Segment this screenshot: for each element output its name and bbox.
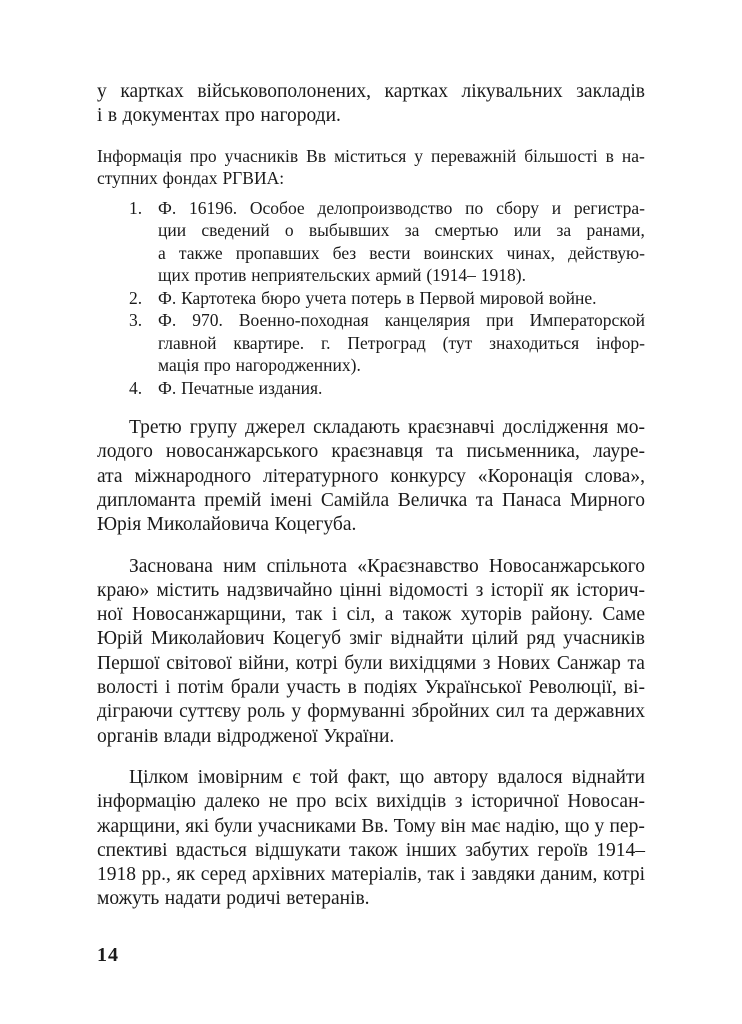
word: без (332, 242, 357, 263)
word: переважній (431, 145, 517, 166)
word: історії (490, 579, 544, 601)
word: Панаса (501, 489, 562, 511)
word: учасниками (257, 815, 357, 837)
word: бюро (261, 287, 301, 308)
word: в (406, 287, 415, 308)
word: України. (323, 725, 395, 747)
word: регистра- (573, 197, 645, 218)
word: збройних (411, 701, 490, 723)
word: Цілком (129, 766, 189, 788)
word: брали (230, 677, 280, 699)
word: та (627, 652, 645, 674)
word: історич- (576, 579, 645, 601)
word: надію, (505, 815, 560, 837)
word: також (402, 604, 452, 626)
word: надати (164, 888, 221, 910)
word: Мирного (569, 489, 645, 511)
word: Новосан- (567, 791, 645, 813)
word: і (460, 864, 466, 886)
text-line (97, 80, 645, 104)
word: в (347, 677, 357, 699)
word: 970. (192, 310, 223, 331)
word: також (348, 839, 398, 861)
word: Первой (419, 287, 475, 308)
text-line (97, 465, 645, 489)
text-line (97, 167, 645, 190)
word: Миколайовича (146, 514, 270, 536)
list-item (97, 309, 645, 377)
word: району. (531, 604, 593, 626)
word: спільнота (266, 555, 348, 577)
text-line (97, 489, 645, 513)
word: ции (158, 220, 187, 241)
word: и (551, 197, 562, 218)
word: 16196. (188, 197, 238, 218)
word: Революції, (528, 677, 617, 699)
word: міжнародного (134, 465, 252, 487)
word: зміг (349, 628, 383, 650)
word: (тут (442, 332, 473, 353)
word: відшукати (255, 839, 341, 861)
text-line (97, 839, 645, 863)
list-item-number: 4. (129, 377, 143, 398)
word: дипломанта (97, 489, 196, 511)
word: сил (495, 701, 525, 723)
word: ата (97, 465, 123, 487)
word: ві- (623, 677, 645, 699)
text-line (97, 863, 645, 887)
word: выбывших (308, 220, 390, 241)
word: відомості (389, 579, 469, 601)
word: Тому (393, 815, 436, 837)
word: лауре- (592, 441, 645, 463)
word: що (564, 815, 590, 837)
word: мація (158, 355, 199, 376)
word: письменника, (466, 441, 580, 463)
word: учасників (563, 628, 645, 650)
word: Інформація (97, 145, 182, 166)
word: подіях (363, 677, 418, 699)
word: краєзнавчі (408, 417, 495, 439)
word: ступних (97, 168, 158, 189)
word: также (178, 242, 223, 263)
word: «Краєзнавство (357, 555, 479, 577)
word: так (427, 864, 455, 886)
word: всіх (334, 791, 368, 813)
word: а (384, 604, 394, 626)
text-line (158, 354, 645, 377)
word: Ф. (158, 287, 177, 308)
word: героїв (537, 839, 588, 861)
word: г. (320, 332, 331, 353)
word: що (399, 766, 425, 788)
list-item-number: 3. (129, 310, 143, 331)
word: цінні (339, 579, 382, 601)
word: мировой (479, 287, 544, 308)
word: Третю (129, 417, 182, 439)
list-item (97, 377, 645, 400)
word: Санжар (556, 652, 621, 674)
word: фондах (162, 168, 218, 189)
word: слова», (584, 465, 645, 487)
word: конкурсу (390, 465, 466, 487)
text-line (97, 790, 645, 814)
word: світової (166, 652, 232, 674)
word: Першої (97, 652, 160, 674)
word: Вв (306, 145, 327, 166)
word: знаходиться (489, 332, 580, 353)
word: РГВИА: (222, 168, 285, 189)
word: чинах, (506, 242, 556, 263)
word: Величка (397, 489, 468, 511)
word: картках (120, 81, 184, 102)
word: краю» (97, 579, 150, 601)
list-item-number: 1. (129, 197, 143, 218)
word: рр., (141, 864, 171, 886)
page-number: 14 (97, 944, 119, 966)
word: складають (313, 417, 400, 439)
word: Печатные (181, 377, 254, 398)
word: Миколайович (150, 628, 265, 650)
text-line (158, 264, 645, 287)
word: Новосанжарщини, (131, 604, 287, 626)
word: премій (204, 489, 262, 511)
word: Ф. (158, 197, 177, 218)
text-line (97, 815, 645, 839)
word: інших (405, 839, 457, 861)
list-item (97, 287, 645, 310)
text-line (97, 513, 645, 537)
text-line (97, 579, 645, 603)
word: мо- (616, 417, 645, 439)
word: документах (122, 105, 220, 127)
word: действую- (568, 242, 645, 263)
word: новосанжарського (165, 441, 319, 463)
word: і (165, 677, 171, 699)
word: или (513, 220, 542, 241)
word: Юрія (97, 514, 142, 536)
word: та (531, 701, 549, 723)
word: участь (286, 677, 341, 699)
text-line (97, 440, 645, 464)
word: вдалося (497, 766, 563, 788)
word: у (414, 145, 424, 166)
word: про (224, 105, 255, 127)
word: Императорской (529, 310, 645, 331)
word: Особое (249, 197, 305, 218)
word: були (344, 652, 383, 674)
list-item (97, 197, 645, 287)
paragraph-5 (97, 766, 645, 912)
word: як (176, 864, 196, 886)
word: групу (189, 417, 238, 439)
word: картках (384, 81, 448, 102)
word: даним, (540, 864, 598, 886)
text-line (97, 887, 645, 911)
word: котрі (603, 864, 645, 886)
text-line (97, 700, 645, 724)
word: серед (200, 864, 247, 886)
word: 1918). (480, 265, 526, 286)
word: родичі (226, 888, 281, 910)
word: издания. (258, 377, 323, 398)
text-line (158, 287, 645, 310)
word: Военно-походная (238, 310, 369, 331)
word: війни, (238, 652, 290, 674)
word: войне. (548, 287, 597, 308)
word: жарщини, (97, 815, 181, 837)
word: відродженої (216, 725, 318, 747)
word: ряд (526, 628, 555, 650)
word: міститься (334, 145, 407, 166)
word: котрі (295, 652, 338, 674)
word: та (436, 441, 454, 463)
word: має (471, 815, 501, 837)
word: цілий (471, 628, 519, 650)
word: канцелярия (384, 310, 471, 331)
word: учета (305, 287, 347, 308)
word: які (185, 815, 210, 837)
word: і (331, 604, 338, 626)
word: імовірним (197, 766, 283, 788)
text-line (158, 219, 645, 242)
word: Петроград (347, 332, 426, 353)
word: з (475, 579, 484, 601)
word: інформацію (97, 791, 196, 813)
word: сбору (496, 197, 539, 218)
text-line (97, 416, 645, 440)
word: як (550, 579, 570, 601)
word: віднайти (390, 628, 464, 650)
word: ної (97, 604, 123, 626)
word: на- (621, 145, 645, 166)
word: смертью (434, 220, 499, 241)
word: можуть (97, 888, 160, 910)
word: забутих (465, 839, 530, 861)
paragraph-3 (97, 416, 645, 537)
text-line (158, 332, 645, 355)
word: Ф. (158, 377, 177, 398)
word: краєзнавця (331, 441, 423, 463)
text-line (158, 377, 645, 400)
word: в (605, 145, 614, 166)
word: лодого (97, 441, 153, 463)
word: волості (97, 677, 159, 699)
word: дослідження (502, 417, 609, 439)
word: сіл, (346, 604, 376, 626)
word: в (107, 105, 118, 127)
word: факт, (347, 766, 391, 788)
word: потім (177, 677, 224, 699)
word: з (482, 652, 491, 674)
paragraph-2 (97, 145, 645, 190)
word: Коцегуба. (274, 514, 357, 536)
word: Вв. (361, 815, 389, 837)
word: о (284, 220, 294, 241)
word: інфор- (596, 332, 645, 353)
word: матеріалів, (331, 864, 422, 886)
word: воинских (423, 242, 494, 263)
word: Заснована (129, 555, 213, 577)
word: вести (369, 242, 411, 263)
word: армий (375, 265, 422, 286)
word: лікувальних (461, 81, 563, 102)
word: історичної (471, 791, 559, 813)
word: ветеранів. (286, 888, 370, 910)
word: щих (158, 265, 190, 286)
text-line (97, 627, 645, 651)
word: за (404, 220, 420, 241)
word: органів (97, 725, 159, 747)
word: неприятельских (251, 265, 371, 286)
word: пропавших (235, 242, 320, 263)
word: про (296, 791, 327, 813)
word: у (291, 701, 302, 723)
word: нагородженних). (235, 355, 361, 376)
text-line (97, 725, 645, 749)
word: державних (554, 701, 645, 723)
word: Юрій (97, 628, 143, 650)
word: імені (269, 489, 313, 511)
fund-list (97, 197, 645, 400)
word: Картотека (181, 287, 257, 308)
word: Ф. (158, 310, 177, 331)
word: пер- (609, 815, 645, 837)
word: так (295, 604, 323, 626)
word: за (556, 220, 572, 241)
word: Саме (602, 604, 645, 626)
word: вихідців (376, 791, 447, 813)
text-line (97, 652, 645, 676)
word: (1914– (426, 265, 476, 286)
text-line (158, 197, 645, 220)
word: вихідцями (389, 652, 477, 674)
word: а (158, 242, 166, 263)
paragraph-4 (97, 555, 645, 749)
text-line (158, 242, 645, 265)
word: завдяки (471, 864, 536, 886)
list-item-number: 2. (129, 287, 143, 308)
word: він (440, 815, 466, 837)
word: против (194, 265, 247, 286)
word: Української (424, 677, 522, 699)
word: джерел (245, 417, 306, 439)
word: нагороди. (260, 105, 341, 127)
word: надзвичайно (226, 579, 333, 601)
word: суттєву (179, 701, 241, 723)
word: по (465, 197, 484, 218)
text-line (158, 309, 645, 332)
word: не (268, 791, 288, 813)
word: та (475, 489, 494, 511)
word: у (594, 815, 605, 837)
word: містить (156, 579, 220, 601)
word: главной (158, 332, 217, 353)
text-line (97, 603, 645, 627)
word: діграючи (97, 701, 173, 723)
word: віднайти (571, 766, 645, 788)
word: Коцегуб (272, 628, 342, 650)
word: були (214, 815, 253, 837)
word: ранами, (586, 220, 645, 241)
word: далеко (204, 791, 260, 813)
word: з (454, 791, 463, 813)
word: більшості (524, 145, 598, 166)
text-line (97, 104, 645, 128)
word: архівних (252, 864, 326, 886)
text-line (97, 145, 645, 168)
text-line (97, 676, 645, 700)
word: влади (163, 725, 212, 747)
word: при (486, 310, 514, 331)
word: у (97, 81, 107, 102)
word: учасників (224, 145, 299, 166)
paragraph-1 (97, 80, 645, 129)
word: автору (433, 766, 489, 788)
word: 1918 (97, 864, 136, 886)
word: 1914– (596, 839, 645, 861)
word: ним (223, 555, 257, 577)
word: формуванні (307, 701, 406, 723)
word: і (97, 105, 103, 127)
word: літературного (263, 465, 379, 487)
text-line (97, 555, 645, 579)
word: вдасться (175, 839, 247, 861)
word: хуторів (460, 604, 522, 626)
word: Новосанжарського (488, 555, 645, 577)
word: військовополонених, (197, 81, 371, 102)
word: квартире. (233, 332, 305, 353)
word: роль (247, 701, 286, 723)
word: сведений (201, 220, 270, 241)
word: Нових (497, 652, 551, 674)
word: спективі (97, 839, 168, 861)
word: потерь (351, 287, 402, 308)
word: той (309, 766, 339, 788)
word: делопроизводство (317, 197, 453, 218)
word: про (203, 355, 231, 376)
word: закладів (576, 81, 645, 102)
text-line (97, 766, 645, 790)
page-body (97, 80, 645, 912)
word: про (189, 145, 217, 166)
word: Самійла (320, 489, 390, 511)
word: є (292, 766, 301, 788)
word: «Коронація (477, 465, 573, 487)
